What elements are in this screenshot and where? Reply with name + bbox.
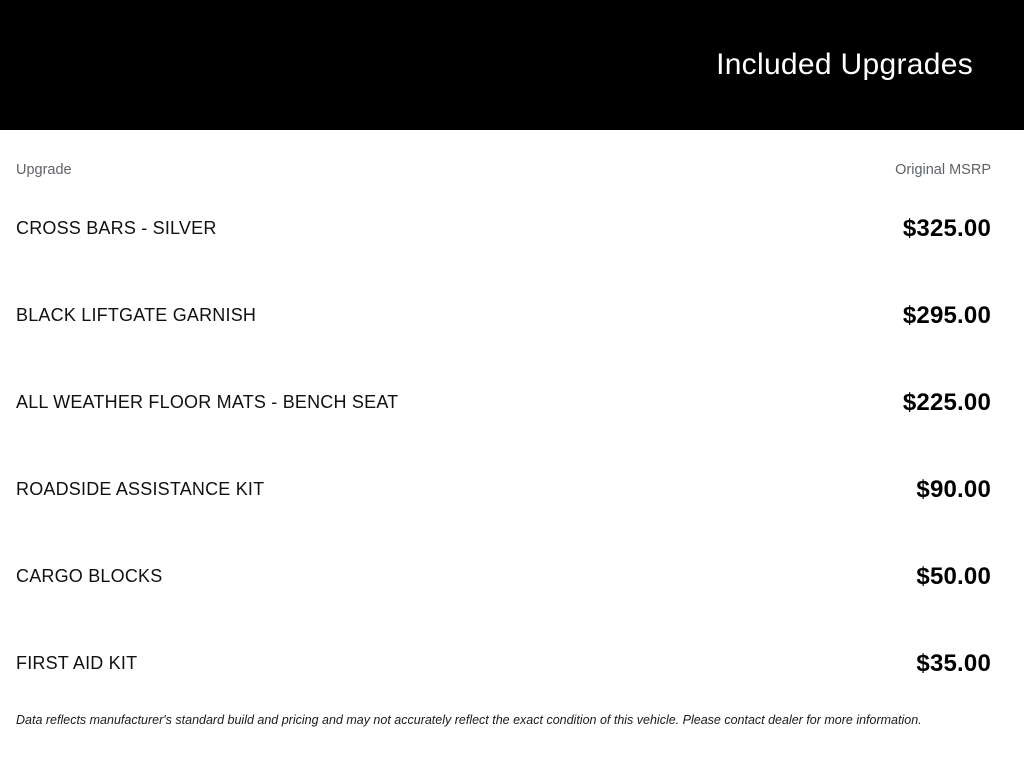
column-header-upgrade: Upgrade xyxy=(16,162,72,178)
upgrade-name: ALL WEATHER FLOOR MATS - BENCH SEAT xyxy=(16,392,399,412)
upgrade-price: $50.00 xyxy=(916,562,991,590)
upgrade-name: FIRST AID KIT xyxy=(16,653,138,673)
upgrade-name: BLACK LIFTGATE GARNISH xyxy=(16,305,257,325)
upgrade-name: CARGO BLOCKS xyxy=(16,566,163,586)
upgrade-name: ROADSIDE ASSISTANCE KIT xyxy=(16,479,265,499)
data-disclaimer-text: Data reflects manufacturer's standard build and pricing and may not accurately reflect the exact condition of this vehicle. Please contact dealer for more information. xyxy=(16,713,922,727)
column-header-original-msrp: Original MSRP xyxy=(895,162,991,178)
upgrade-price: $35.00 xyxy=(916,649,991,677)
table-row xyxy=(16,185,991,272)
table-row xyxy=(16,359,991,446)
table-body xyxy=(16,185,991,707)
table-header-row xyxy=(16,162,991,178)
table-row xyxy=(16,620,991,707)
table-row xyxy=(16,446,991,533)
table-row xyxy=(16,533,991,620)
upgrade-price: $90.00 xyxy=(916,475,991,503)
upgrades-table xyxy=(0,162,1024,727)
page-title: Included Upgrades xyxy=(716,48,973,81)
upgrade-price: $325.00 xyxy=(902,214,991,242)
page-header-band xyxy=(0,0,1024,130)
upgrade-name: CROSS BARS - SILVER xyxy=(16,218,217,238)
upgrade-price: $295.00 xyxy=(902,301,991,329)
table-row xyxy=(16,272,991,359)
upgrade-price: $225.00 xyxy=(902,388,991,416)
